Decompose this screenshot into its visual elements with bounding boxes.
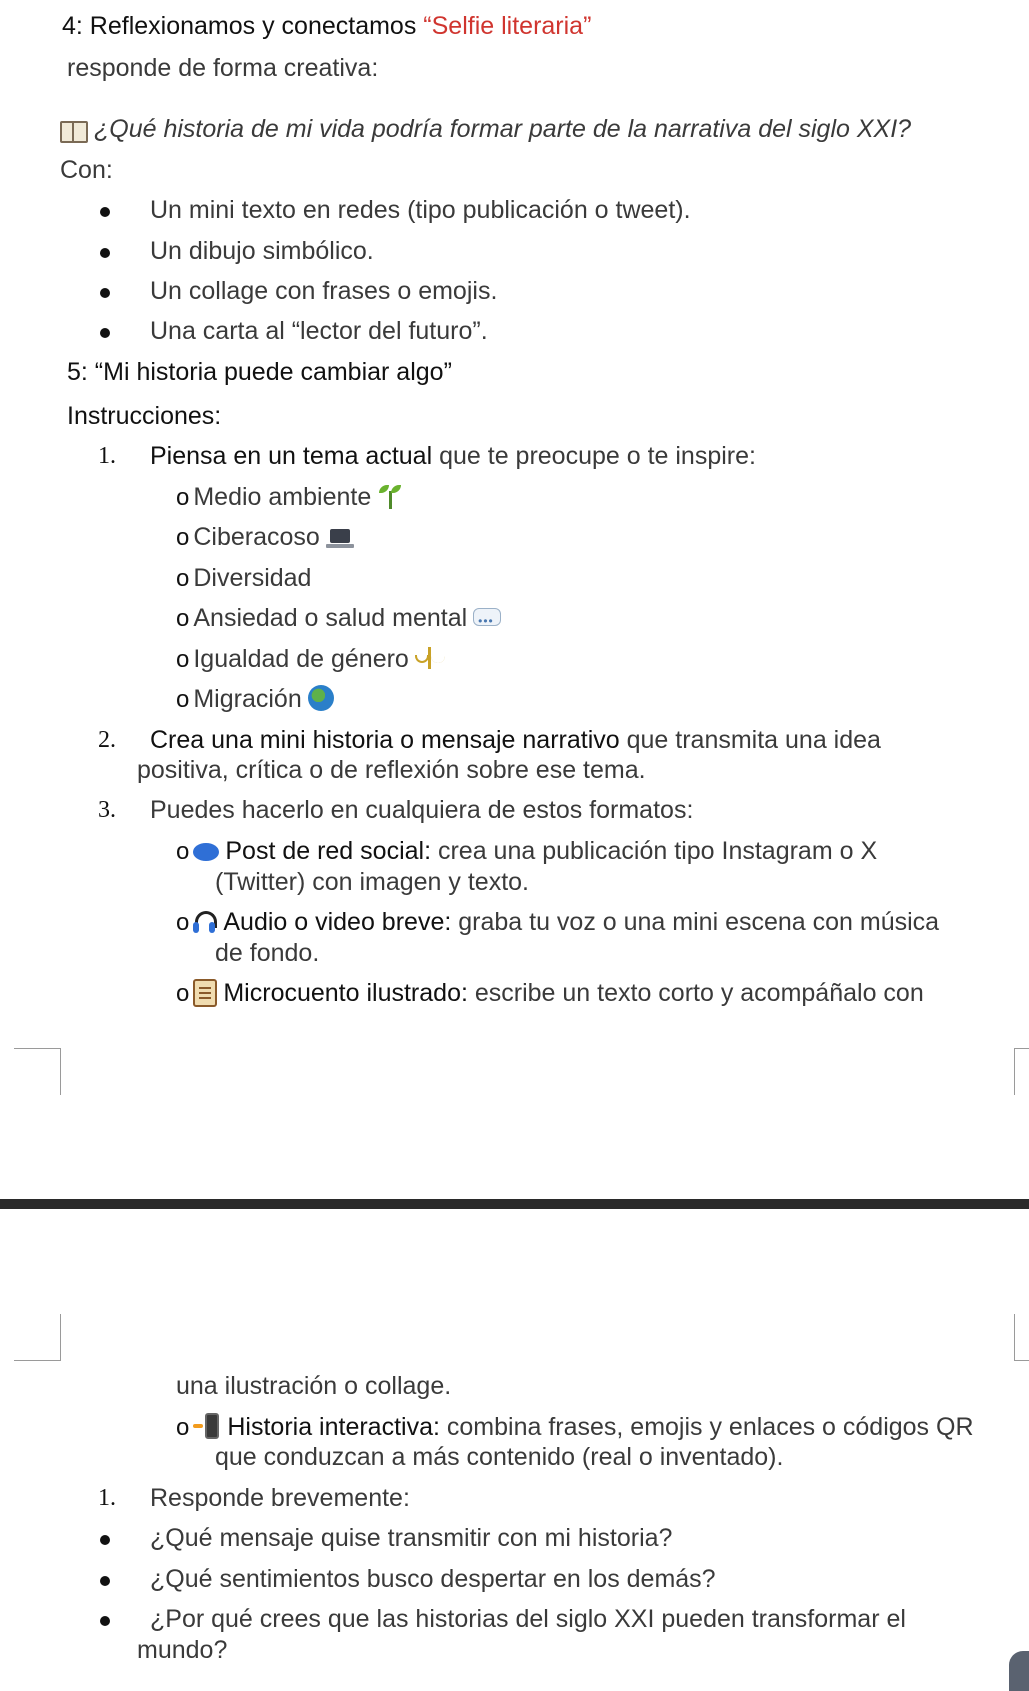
step1-rest: que te preocupe o te inspire:: [432, 442, 756, 470]
section4-title-highlight: “Selfie literaria”: [423, 12, 592, 40]
laptop-icon: [326, 529, 354, 549]
format-item: o Audio o video breve: graba tu voz o una mini escena con música: [176, 908, 940, 936]
bullet-dot: [100, 288, 110, 298]
format-item: o Microcuento ilustrado: escribe un texto corto y acompáñalo con: [176, 979, 924, 1007]
step2-line2: positiva, crítica o de reflexión sobre ese tema.: [137, 756, 646, 784]
step-number: 1.: [98, 1485, 116, 1511]
topic-item: o Migración: [176, 683, 334, 716]
reflection-question: ¿Qué mensaje quise transmitir con mi historia?: [150, 1524, 673, 1552]
step-number: 3.: [98, 797, 116, 823]
topic-item: o Igualdad de género: [176, 643, 443, 676]
topic-item: o Ansiedad o salud mental•••: [176, 602, 501, 635]
crop-mark: [14, 1314, 61, 1361]
bullet-dot: [100, 1576, 110, 1586]
bullet-dot: [100, 1616, 110, 1626]
reflection-question-line2: mundo?: [137, 1636, 228, 1664]
floating-button[interactable]: [1009, 1651, 1029, 1691]
seedling-icon: [377, 483, 403, 509]
step-number: 2.: [98, 727, 116, 753]
topic-item: o Medio ambiente: [176, 481, 403, 514]
scroll-icon: [193, 979, 217, 1007]
step3-text: Puedes hacerlo en cualquiera de estos formatos:: [150, 796, 694, 824]
section4-question: [60, 113, 911, 145]
step1-bold: Piensa en un tema actual: [150, 442, 433, 470]
step2-text: Crea una mini historia o mensaje narrativo que transmita una idea: [150, 726, 881, 754]
section4-title: [62, 10, 591, 42]
format-line2: de fondo.: [215, 939, 320, 967]
bullet-dot: [100, 1535, 110, 1545]
reflection-question: ¿Qué sentimientos busco despertar en los demás?: [150, 1565, 716, 1593]
section5-title: 5: “Mi historia puede cambiar algo”: [67, 358, 452, 386]
option-item: Un mini texto en redes (tipo publicación o tweet).: [150, 196, 691, 224]
format-line2: (Twitter) con imagen y texto.: [215, 868, 530, 896]
reflection-question: ¿Por qué crees que las historias del siglo XXI pueden transformar el: [150, 1605, 906, 1633]
balance-scale-icon: [415, 645, 443, 671]
question-text: ¿Qué historia de mi vida podría formar parte de la narrativa del siglo XXI?: [94, 115, 912, 143]
headphones-icon: [193, 910, 217, 934]
step1-text: [150, 440, 756, 472]
section4-title-prefix: 4: Reflexionamos y conectamos: [62, 12, 417, 40]
bullet-dot: [100, 328, 110, 338]
phone-arrow-icon: [193, 1413, 221, 1441]
crop-mark: [1014, 1048, 1029, 1095]
format-line2: una ilustración o collage.: [176, 1372, 452, 1400]
crop-mark: [1014, 1314, 1029, 1361]
instructions-label: Instrucciones:: [67, 402, 222, 430]
con-label: Con:: [60, 156, 113, 184]
open-book-icon: [60, 119, 88, 141]
globe-icon: [308, 685, 334, 711]
option-item: Un dibujo simbólico.: [150, 237, 374, 265]
topic-item: o Diversidad: [176, 564, 312, 592]
step4-text: Responde brevemente:: [150, 1484, 410, 1512]
format-item: o Post de red social: crea una publicación tipo Instagram o X: [176, 837, 878, 865]
speech-balloon-icon: [193, 843, 219, 861]
option-item: Un collage con frases o emojis.: [150, 277, 498, 305]
section4-subtitle: responde de forma creativa:: [67, 54, 379, 82]
bullet-dot: [100, 207, 110, 217]
page-gap: [0, 1199, 1029, 1209]
topic-item: o Ciberacoso: [176, 521, 354, 554]
crop-mark: [14, 1048, 61, 1095]
step-number: 1.: [98, 443, 116, 469]
option-item: Una carta al “lector del futuro”.: [150, 317, 488, 345]
speech-bubble-icon: [473, 608, 501, 630]
bullet-dot: [100, 248, 110, 258]
format-item: o Historia interactiva: combina frases, emojis y enlaces o códigos QR: [176, 1413, 974, 1441]
format-line2: que conduzcan a más contenido (real o inventado).: [215, 1443, 784, 1471]
